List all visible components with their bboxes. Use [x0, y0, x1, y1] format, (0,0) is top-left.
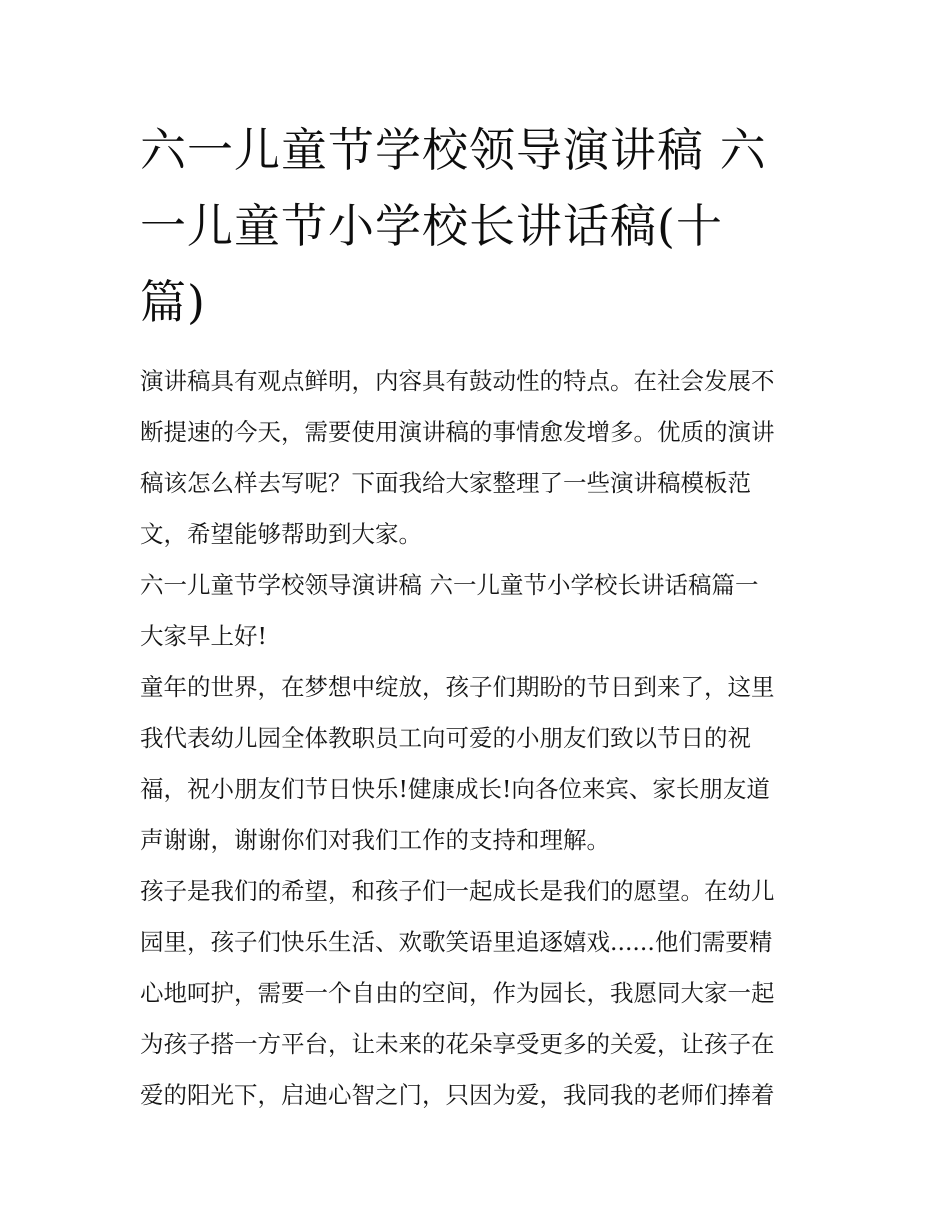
text-line: 心地呵护，需要一个自由的空间，作为园长，我愿同大家一起 — [140, 979, 775, 1007]
text-line: 为孩子搭一方平台，让未来的花朵享受更多的关爱，让孩子在 — [140, 1030, 775, 1058]
title-line: 一儿童节小学校长讲话稿(十 — [140, 199, 723, 253]
body-paragraph — [140, 662, 816, 866]
text-line: 稿该怎么样去写呢？下面我给大家整理了一些演讲稿模板范 — [140, 469, 751, 497]
text-line: 园里，孩子们快乐生活、欢歌笑语里追逐嬉戏......他们需要精 — [140, 928, 773, 956]
text-line: 演讲稿具有观点鲜明，内容具有鼓动性的特点。在社会发展不 — [140, 367, 775, 395]
text-line: 大家早上好! — [140, 622, 267, 650]
document-title — [140, 112, 816, 340]
text-line: 我代表幼儿园全体教职员工向可爱的小朋友们致以节日的祝 — [140, 724, 751, 752]
text-line: 童年的世界，在梦想中绽放，孩子们期盼的节日到来了，这里 — [140, 673, 775, 701]
text-line: 福，祝小朋友们节日快乐!健康成长!向各位来宾、家长朋友道 — [140, 775, 770, 803]
text-line: 六一儿童节学校领导演讲稿 六一儿童节小学校长讲话稿篇一 — [140, 571, 759, 599]
text-line: 爱的阳光下，启迪心智之门，只因为爱，我同我的老师们捧着 — [140, 1081, 775, 1109]
text-line: 文，希望能够帮助到大家。 — [140, 520, 422, 548]
body-paragraph — [140, 866, 816, 1121]
text-line: 孩子是我们的希望，和孩子们一起成长是我们的愿望。在幼儿 — [140, 877, 775, 905]
intro-paragraph — [140, 356, 816, 560]
greeting-paragraph — [140, 611, 816, 662]
title-line: 六一儿童节学校领导演讲稿 六 — [140, 123, 767, 177]
document-page — [140, 112, 816, 1121]
document-body — [140, 356, 816, 1121]
section-heading — [140, 560, 816, 611]
text-line: 声谢谢，谢谢你们对我们工作的支持和理解。 — [140, 826, 610, 854]
text-line: 断提速的今天，需要使用演讲稿的事情愈发增多。优质的演讲 — [140, 418, 775, 446]
title-line: 篇) — [140, 275, 206, 329]
